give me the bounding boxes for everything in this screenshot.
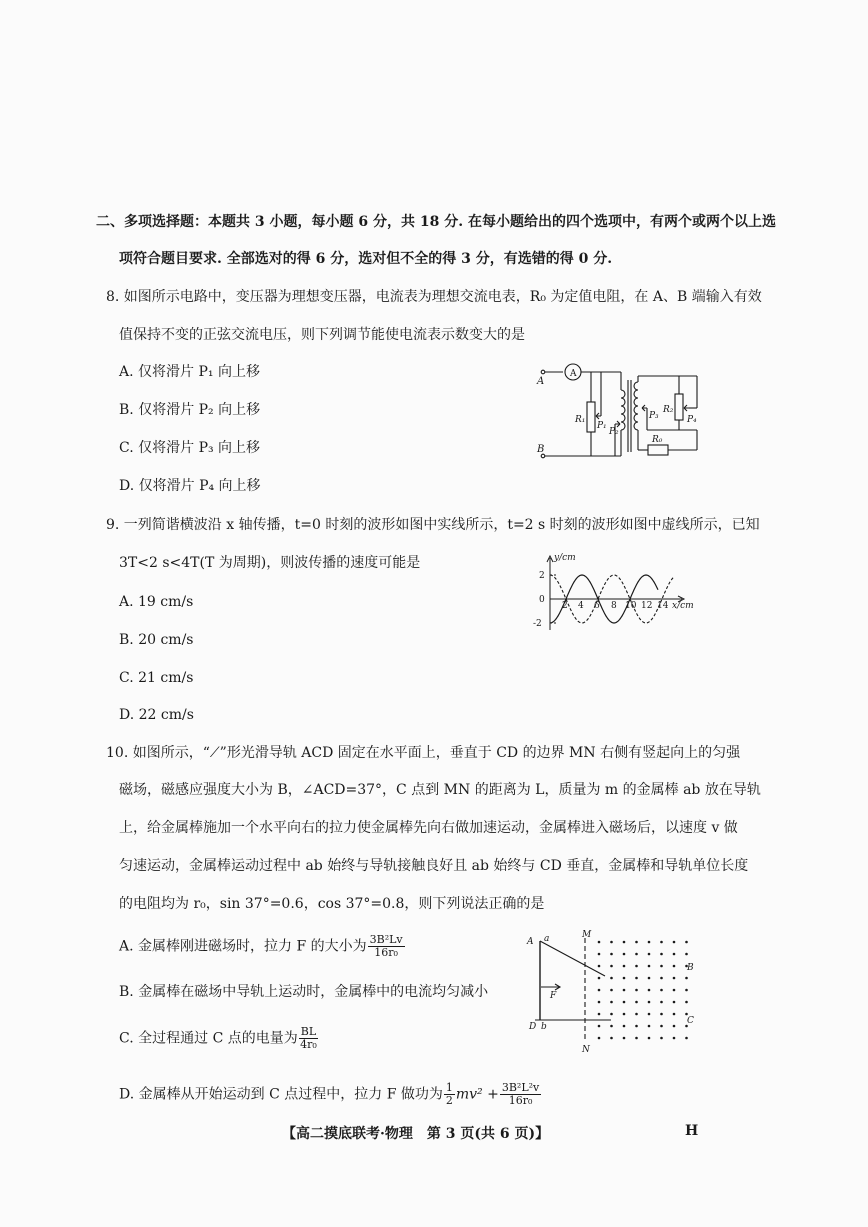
q8-option-c: C. 仅将滑片 P₃ 向上移	[119, 440, 261, 456]
field-dot	[685, 989, 688, 992]
field-dot	[660, 1001, 663, 1004]
label-a: A	[537, 376, 545, 387]
field-dot	[685, 1013, 688, 1016]
x-axis-label: x/cm	[672, 601, 694, 611]
field-dot	[660, 1013, 663, 1016]
q10-option-d-half	[444, 1082, 455, 1107]
q10-option-d-fraction	[500, 1082, 541, 1107]
x-tick-2: 2	[562, 601, 568, 611]
field-dot	[648, 941, 651, 944]
q8-option-d: D. 仅将滑片 P₄ 向上移	[119, 478, 261, 494]
field-dot	[635, 1037, 638, 1040]
field-dot	[673, 1025, 676, 1028]
y-tick-0: 0	[539, 595, 545, 605]
field-dot	[635, 1025, 638, 1028]
field-dot	[648, 965, 651, 968]
q10-option-a	[119, 934, 406, 959]
q10-stem-line2: 磁场，磁感应强度大小为 B，∠ACD=37°，C 点到 MN 的距离为 L，质量为 m 的金属棒 ab 放在导轨	[119, 782, 761, 798]
field-dot	[673, 1001, 676, 1004]
q8-stem-line1: 8. 如图所示电路中，变压器为理想变压器，电流表为理想交流电表，R₀ 为定值电阻，在 A、B 端输入有效	[106, 289, 762, 305]
fraction-denominator: 16r₀	[508, 1094, 533, 1107]
fraction-denominator: 2	[445, 1094, 453, 1107]
field-dot	[623, 1001, 626, 1004]
label-r1: R₁	[575, 415, 586, 425]
field-dot	[623, 953, 626, 956]
q9-option-b: B. 20 cm/s	[119, 632, 194, 648]
field-dot	[598, 941, 601, 944]
label-b: B	[537, 444, 545, 455]
label-b: B	[687, 963, 694, 973]
x-tick-4: 4	[578, 601, 584, 611]
q10-option-d-text: D. 金属棒从开始运动到 C 点过程中，拉力 F 做功为	[119, 1086, 443, 1103]
fraction-numerator: 1	[445, 1081, 453, 1094]
q9-option-c: C. 21 cm/s	[119, 670, 194, 686]
field-dot	[598, 1001, 601, 1004]
q9-stem-line1: 9. 一列简谐横波沿 x 轴传播，t=0 时刻的波形如图中实线所示，t=2 s 时刻的波形如图中虚线所示，已知	[106, 517, 760, 533]
field-dot	[610, 965, 613, 968]
q10-stem-line4: 匀速运动，金属棒运动过程中 ab 始终与导轨接触良好且 ab 始终与 CD 垂直，金属棒和导轨单位长度	[119, 858, 749, 874]
fraction-denominator: 4r₀	[300, 1038, 317, 1051]
field-dot	[598, 1037, 601, 1040]
label-f: F	[550, 991, 557, 1001]
field-dot	[685, 1001, 688, 1004]
label-small-b: b	[541, 1022, 547, 1032]
label-d: D	[529, 1022, 537, 1032]
field-dot	[598, 953, 601, 956]
field-dot	[623, 1037, 626, 1040]
field-dot	[610, 953, 613, 956]
field-dot	[623, 989, 626, 992]
resistor-r0-icon	[648, 445, 668, 455]
q9-stem-line2: 3T<2 s<4T(T 为周期)，则波传播的速度可能是	[119, 555, 421, 571]
field-dot	[673, 989, 676, 992]
fraction-numerator: 3B²L²v	[501, 1081, 540, 1094]
field-dot	[660, 989, 663, 992]
label-p2: P₂	[609, 427, 619, 437]
resistor-r1-icon	[587, 402, 595, 432]
y-tick-neg2: -2	[533, 619, 542, 629]
fraction-numerator: BL	[300, 1025, 317, 1038]
field-dot	[673, 953, 676, 956]
q10-stem-line1: 10. 如图所示，“⟋”形光滑导轨 ACD 固定在水平面上，垂直于 CD 的边界 MN 右侧有竖起向上的匀强	[106, 745, 741, 761]
field-dot	[685, 953, 688, 956]
label-small-a: a	[544, 934, 550, 944]
x-tick-8: 8	[611, 601, 617, 611]
section-header-line1: 二、多项选择题：本题共 3 小题，每小题 6 分，共 18 分. 在每小题给出的四个选项中，有两个或两个以上选	[96, 214, 776, 230]
q10-option-c-text: C. 全过程通过 C 点的电量为	[119, 1030, 298, 1047]
field-dot	[610, 1037, 613, 1040]
field-dot	[673, 941, 676, 944]
section-header-line2: 项符合题目要求. 全部选对的得 6 分，选对但不全的得 3 分，有选错的得 0 分.	[119, 251, 613, 267]
label-p1: P₁	[597, 421, 607, 431]
field-dot	[648, 1001, 651, 1004]
q8-circuit-diagram	[535, 360, 705, 465]
field-dot	[648, 1037, 651, 1040]
field-dot	[685, 977, 688, 980]
primary-coil-icon	[621, 390, 625, 430]
q10-option-a-text: A. 金属棒刚进磁场时，拉力 F 的大小为	[119, 938, 367, 955]
q10-option-c	[119, 1026, 319, 1051]
ammeter-label: A	[570, 369, 577, 379]
resistor-r2-icon	[675, 394, 683, 420]
q10-option-c-fraction	[299, 1026, 318, 1051]
fraction-numerator: 3B²Lv	[369, 933, 403, 946]
field-dot	[610, 989, 613, 992]
field-dot	[598, 1025, 601, 1028]
field-dot	[648, 953, 651, 956]
field-dot	[648, 1025, 651, 1028]
field-dot	[623, 977, 626, 980]
field-dot	[685, 1037, 688, 1040]
field-dot	[635, 977, 638, 980]
q10-stem-line5: 的电阻均为 r₀，sin 37°=0.6，cos 37°=0.8，则下列说法正确的是	[119, 896, 545, 912]
q10-option-d-middle: mv² +	[455, 1086, 499, 1103]
field-dot	[635, 941, 638, 944]
y-tick-2: 2	[539, 571, 545, 581]
field-dot	[660, 1037, 663, 1040]
label-p3: P₃	[649, 411, 659, 421]
label-c: C	[687, 1016, 694, 1026]
x-tick-14: 14	[657, 601, 669, 611]
label-r0: R₀	[652, 435, 663, 445]
field-dot	[623, 965, 626, 968]
q9-option-d: D. 22 cm/s	[119, 707, 194, 723]
y-axis-label: y/cm	[554, 553, 576, 563]
x-tick-6: 6	[594, 601, 600, 611]
field-dot	[598, 1013, 601, 1016]
field-dot	[673, 1037, 676, 1040]
label-r2: R₂	[663, 405, 674, 415]
q10-option-d	[119, 1082, 542, 1107]
label-p4: P₄	[687, 415, 697, 425]
field-dot	[623, 1013, 626, 1016]
fraction-denominator: 16r₀	[374, 946, 398, 959]
field-dot	[660, 965, 663, 968]
q8-stem-line2: 值保持不变的正弦交流电压，则下列调节能使电流表示数变大的是	[119, 327, 525, 343]
field-dot	[660, 953, 663, 956]
x-tick-10: 10	[625, 601, 637, 611]
field-dot	[660, 977, 663, 980]
q9-option-a: A. 19 cm/s	[119, 594, 194, 610]
field-dot	[623, 941, 626, 944]
secondary-coil-icon	[634, 382, 638, 430]
field-dot	[610, 1013, 613, 1016]
label-m: M	[582, 930, 592, 940]
field-dot	[673, 977, 676, 980]
field-dot	[610, 941, 613, 944]
field-dot	[660, 941, 663, 944]
q10-option-b: B. 金属棒在磁场中导轨上运动时，金属棒中的电流均匀减小	[119, 984, 489, 1000]
field-dot	[598, 989, 601, 992]
q10-option-a-fraction	[368, 934, 405, 959]
field-dot	[648, 1013, 651, 1016]
label-n: N	[582, 1045, 590, 1055]
field-dot	[610, 1025, 613, 1028]
field-dot	[685, 941, 688, 944]
field-dot	[673, 1013, 676, 1016]
field-dot	[635, 965, 638, 968]
q10-rail-diagram	[525, 930, 705, 1055]
field-dot	[635, 989, 638, 992]
field-dot	[610, 1001, 613, 1004]
field-dot	[598, 977, 601, 980]
q9-wave-graph	[532, 550, 704, 635]
label-a: A	[527, 937, 534, 947]
magnetic-field-dots	[598, 941, 688, 1040]
field-dot	[635, 1013, 638, 1016]
field-dot	[623, 1025, 626, 1028]
q8-option-b: B. 仅将滑片 P₂ 向上移	[119, 402, 261, 418]
page-footer: 【高二摸底联考·物理 第 3 页(共 6 页)】	[282, 1126, 550, 1142]
x-tick-12: 12	[641, 601, 653, 611]
field-dot	[635, 1001, 638, 1004]
rail-ac	[540, 941, 605, 976]
field-dot	[648, 989, 651, 992]
paper-version-mark: H	[685, 1123, 699, 1139]
q10-stem-line3: 上，给金属棒施加一个水平向右的拉力使金属棒先向右做加速运动，金属棒进入磁场后，以速度 v 做	[119, 820, 738, 836]
field-dot	[610, 977, 613, 980]
field-dot	[673, 965, 676, 968]
field-dot	[648, 977, 651, 980]
field-dot	[660, 1025, 663, 1028]
field-dot	[598, 965, 601, 968]
q8-option-a: A. 仅将滑片 P₁ 向上移	[119, 364, 260, 380]
field-dot	[635, 953, 638, 956]
